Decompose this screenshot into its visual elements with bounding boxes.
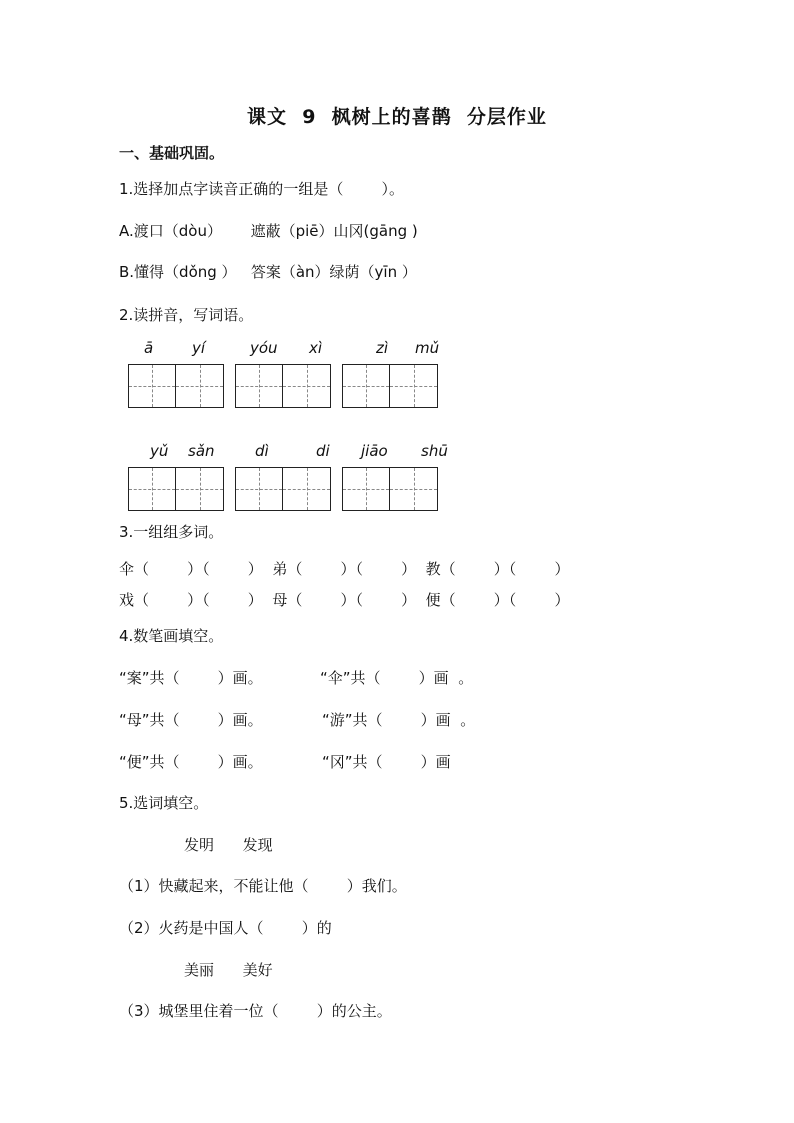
writing-cell[interactable] bbox=[176, 467, 224, 511]
writing-grid[interactable] bbox=[342, 467, 438, 511]
pinyin-label: yǔ bbox=[150, 442, 169, 460]
writing-cell[interactable] bbox=[390, 467, 438, 511]
writing-cell[interactable] bbox=[235, 467, 283, 511]
word-choices: 发明 发现 bbox=[184, 836, 273, 854]
writing-cell[interactable] bbox=[342, 467, 390, 511]
fill-blank-sentence: （2）火药是中国人（ ）的 bbox=[119, 919, 332, 937]
writing-cell[interactable] bbox=[283, 364, 331, 408]
question-4-prompt: 4.数笔画填空。 bbox=[119, 627, 224, 645]
question-3-prompt: 3.一组组多词。 bbox=[119, 523, 224, 541]
writing-grid[interactable] bbox=[128, 364, 224, 408]
pinyin-label: xì bbox=[309, 339, 323, 357]
writing-cell[interactable] bbox=[128, 467, 176, 511]
question-1-prompt: 1.选择加点字读音正确的一组是（ ）。 bbox=[119, 180, 404, 198]
fill-blank-sentence: （3）城堡里住着一位（ ）的公主。 bbox=[119, 1002, 392, 1020]
writing-cell[interactable] bbox=[176, 364, 224, 408]
writing-cell[interactable] bbox=[283, 467, 331, 511]
stroke-count-item: “便”共（ ）画。 bbox=[119, 753, 263, 771]
stroke-count-item: “冈”共（ ）画 bbox=[322, 753, 451, 771]
writing-grid[interactable] bbox=[342, 364, 438, 408]
pinyin-label: shū bbox=[421, 442, 448, 460]
writing-grid[interactable] bbox=[235, 467, 331, 511]
writing-grid[interactable] bbox=[128, 467, 224, 511]
question-5-prompt: 5.选词填空。 bbox=[119, 794, 209, 812]
question-1-option-b: B.懂得（dǒng ） 答案（àn）绿荫（yīn ） bbox=[119, 263, 417, 281]
pinyin-label: sǎn bbox=[188, 442, 215, 460]
pinyin-label: yí bbox=[192, 339, 206, 357]
stroke-count-item: “母”共（ ）画。 bbox=[119, 711, 263, 729]
word-choices: 美丽 美好 bbox=[184, 961, 273, 979]
writing-cell[interactable] bbox=[235, 364, 283, 408]
question-2-prompt: 2.读拼音，写词语。 bbox=[119, 306, 254, 324]
pinyin-label: di bbox=[316, 442, 330, 460]
stroke-count-item: “游”共（ ）画 。 bbox=[322, 711, 476, 729]
pinyin-label: mǔ bbox=[415, 339, 440, 357]
question-3-row: 伞（ ）（ ） 弟（ ）（ ） 教（ ）（ ） bbox=[119, 560, 570, 578]
section-heading: 一、基础巩固。 bbox=[119, 144, 225, 162]
page-title: 课文 9 枫树上的喜鹊 分层作业 bbox=[247, 106, 547, 128]
pinyin-label: dì bbox=[255, 442, 269, 460]
pinyin-label: ā bbox=[144, 339, 154, 357]
question-1-option-a: A.渡口（dòu） 遮蔽（piē）山冈(gāng ) bbox=[119, 222, 418, 240]
pinyin-label: zì bbox=[376, 339, 389, 357]
stroke-count-item: “伞”共（ ）画 。 bbox=[320, 669, 474, 687]
question-3-row: 戏（ ）（ ） 母（ ）（ ） 便（ ）（ ） bbox=[119, 591, 570, 609]
writing-cell[interactable] bbox=[128, 364, 176, 408]
writing-cell[interactable] bbox=[342, 364, 390, 408]
writing-grid[interactable] bbox=[235, 364, 331, 408]
pinyin-label: jiāo bbox=[361, 442, 388, 460]
writing-cell[interactable] bbox=[390, 364, 438, 408]
pinyin-label: yóu bbox=[250, 339, 278, 357]
stroke-count-item: “案”共（ ）画。 bbox=[119, 669, 263, 687]
fill-blank-sentence: （1）快藏起来，不能让他（ ）我们。 bbox=[119, 877, 407, 895]
